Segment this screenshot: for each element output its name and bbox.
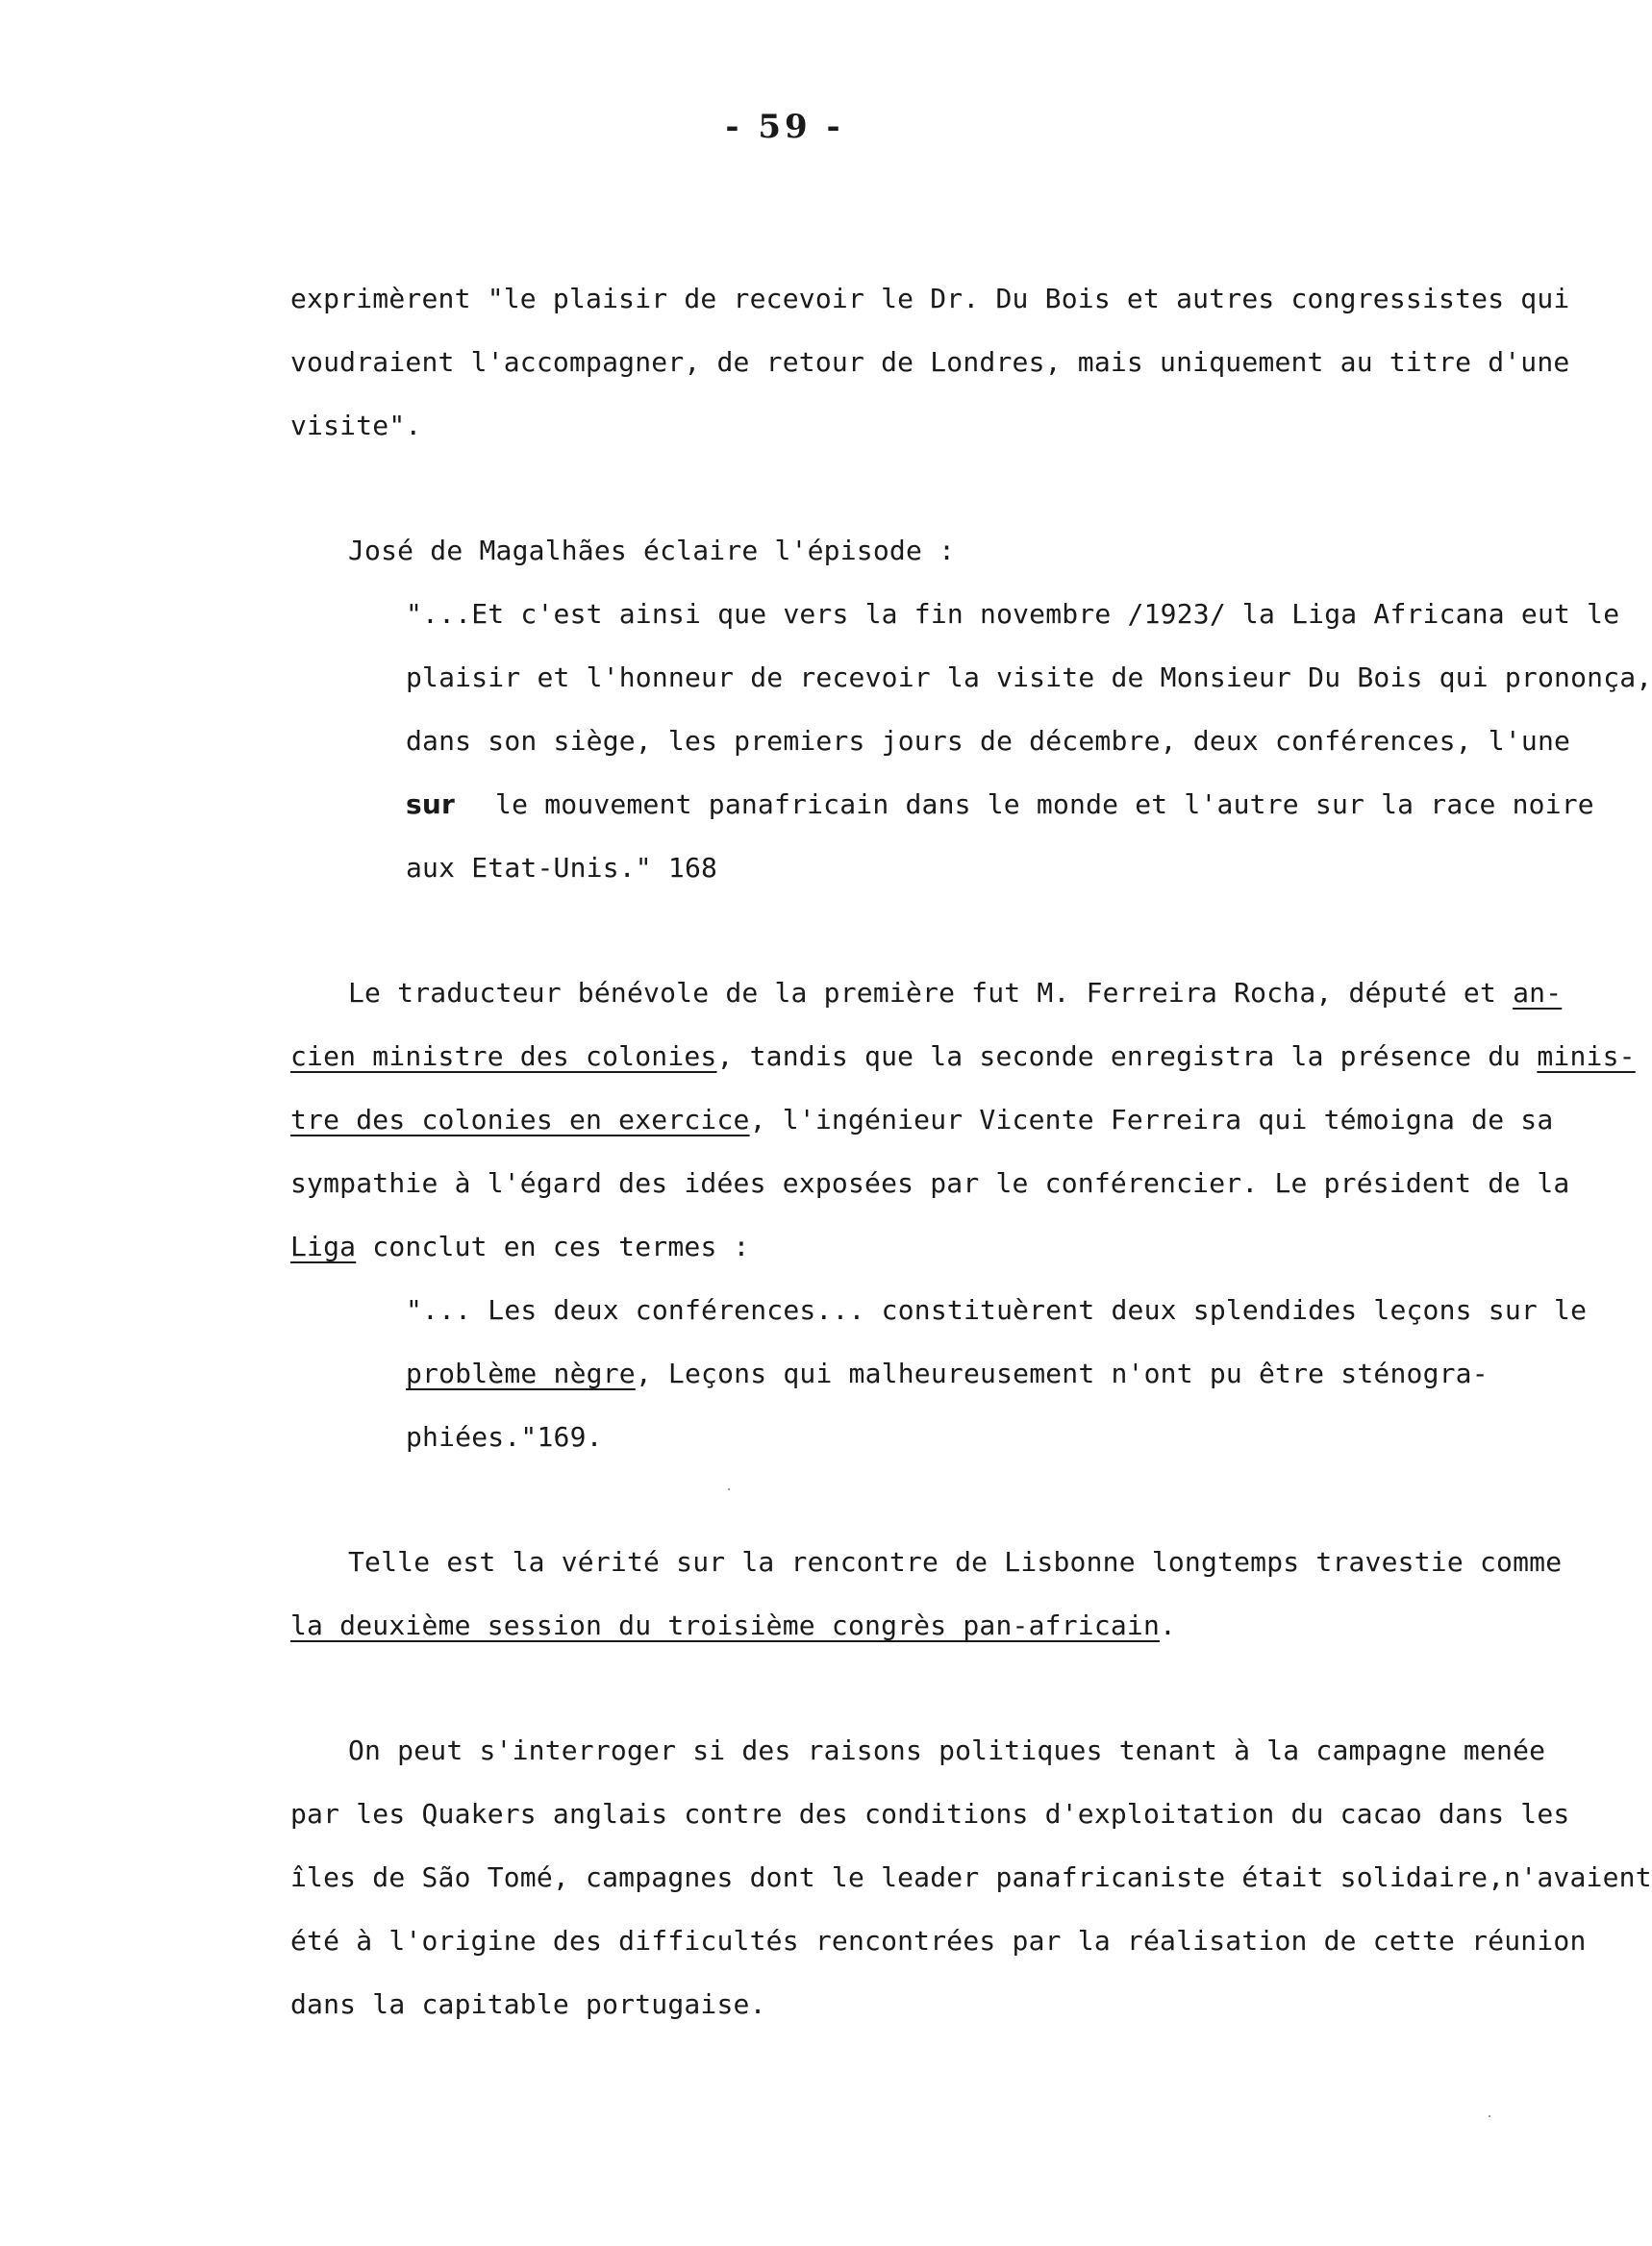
underlined-text: tre des colonies en exercice <box>290 1104 750 1135</box>
underlined-text: cien ministre des colonies <box>290 1040 717 1072</box>
quote-line: phiées."169. <box>406 1421 603 1453</box>
paragraph-line: exprimèrent "le plaisir de recevoir le Dr. Du Bois et autres congressistes qui <box>290 283 1570 314</box>
scan-speck <box>1489 2115 1490 2117</box>
quote-line: plaisir et l'honneur de recevoir la visite de Monsieur Du Bois qui prononça, <box>406 661 1652 693</box>
paragraph-line: par les Quakers anglais contre des conditions d'exploitation du cacao dans les <box>290 1798 1570 1830</box>
underlined-text: problème nègre <box>406 1358 636 1389</box>
paragraph-intro: José de Magalhães éclaire l'épisode : <box>348 535 956 566</box>
scan-speck <box>728 1488 730 1490</box>
quote-line: "...Et c'est ainsi que vers la fin novembre /1923/ la Liga Africana eut le <box>406 598 1620 630</box>
text-run: Le traducteur bénévole de la première fut M. Ferreira Rocha, député et <box>348 977 1514 1009</box>
quote-line: aux Etat-Unis." 168 <box>406 852 718 884</box>
paragraph-line <box>290 1040 1636 1073</box>
quote-line <box>406 1358 1489 1390</box>
paragraph-line: Telle est la vérité sur la rencontre de Lisbonne longtemps travestie comme <box>348 1546 1563 1578</box>
underlined-text: an- <box>1513 977 1563 1009</box>
text-run: conclut en ces termes : <box>356 1231 750 1262</box>
paragraph-line: sympathie à l'égard des idées exposées par le conférencier. Le président de la <box>290 1167 1570 1199</box>
paragraph-line <box>290 1610 1176 1642</box>
text-run: . <box>1160 1610 1177 1641</box>
quote-line: "... Les deux conférences... constituèrent deux splendides leçons sur le <box>406 1294 1588 1326</box>
underlined-text: la deuxième session du troisième congrès pan-africain <box>290 1610 1161 1641</box>
paragraph-line: visite". <box>290 410 422 441</box>
quote-line: dans son siège, les premiers jours de décembre, deux conférences, l'une <box>406 725 1571 757</box>
paragraph-line: On peut s'interroger si des raisons politiques tenant à la campagne menée <box>348 1734 1546 1766</box>
paragraph-line: îles de São Tomé, campagnes dont le leader panafricaniste était solidaire,n'avaient <box>290 1861 1652 1893</box>
text-run: , tandis que la seconde enregistra la présence du <box>716 1040 1538 1072</box>
underlined-text: minis- <box>1537 1040 1636 1072</box>
bold-word: sur <box>406 788 456 820</box>
paragraph-line: voudraient l'accompagner, de retour de Londres, mais uniquement au titre d'une <box>290 346 1570 378</box>
paragraph-line <box>348 977 1562 1010</box>
paragraph-line: été à l'origine des difficultés rencontrées par la réalisation de cette réunion <box>290 1925 1587 1957</box>
quote-line <box>406 788 1594 821</box>
text-run: , Leçons qui malheureusement n'ont pu être sténogra- <box>635 1358 1489 1389</box>
paragraph-line <box>290 1104 1553 1136</box>
quote-text: le mouvement panafricain dans le monde et l'autre sur la race noire <box>495 788 1594 820</box>
underlined-text: Liga <box>290 1231 357 1262</box>
page-number: - 59 - <box>725 108 844 146</box>
paragraph-line: dans la capitable portugaise. <box>290 1988 766 2020</box>
text-run: , l'ingénieur Vicente Ferreira qui témoigna de sa <box>749 1104 1554 1135</box>
paragraph-line <box>290 1231 750 1263</box>
